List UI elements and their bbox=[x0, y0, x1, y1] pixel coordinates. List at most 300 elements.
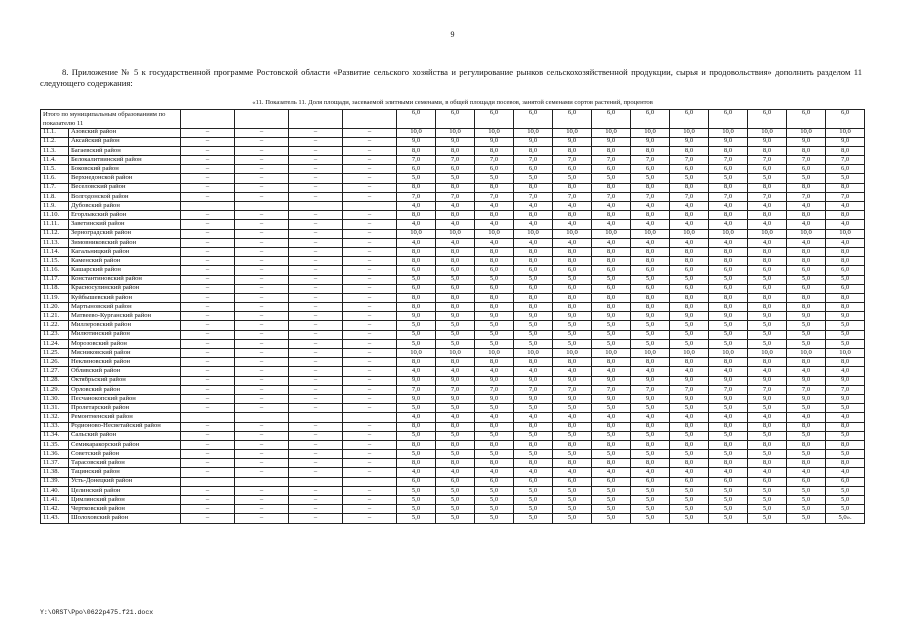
value-cell: 10,0 bbox=[631, 229, 670, 238]
value-cell: 6,0 bbox=[670, 284, 709, 293]
value-cell: 4,0 bbox=[826, 468, 865, 477]
region-name: Песчанокопский район bbox=[69, 394, 181, 403]
table-row bbox=[41, 486, 865, 495]
value-cell: 8,0 bbox=[826, 293, 865, 302]
value-cell: 5,0 bbox=[553, 486, 592, 495]
dash-cell: – bbox=[181, 404, 235, 413]
value-cell: 8,0 bbox=[592, 183, 631, 192]
dash-cell: – bbox=[289, 459, 343, 468]
value-cell: 10,0 bbox=[514, 128, 553, 137]
table-row bbox=[41, 293, 865, 302]
value-cell: 8,0 bbox=[787, 303, 826, 312]
value-cell: 4,0 bbox=[709, 220, 748, 229]
value-cell: 6,0 bbox=[475, 477, 514, 486]
dash-cell: – bbox=[181, 431, 235, 440]
dash-cell: – bbox=[181, 312, 235, 321]
dash-cell: – bbox=[181, 468, 235, 477]
table-row bbox=[41, 321, 865, 330]
value-cell: 4,0 bbox=[553, 367, 592, 376]
value-cell: 8,0 bbox=[592, 440, 631, 449]
value-cell: 8,0 bbox=[514, 440, 553, 449]
value-cell: 8,0 bbox=[826, 459, 865, 468]
value-cell: 8,0 bbox=[748, 303, 787, 312]
value-cell: 5,0 bbox=[670, 496, 709, 505]
value-cell: 5,0 bbox=[475, 275, 514, 284]
value-cell: 4,0 bbox=[748, 367, 787, 376]
value-cell: 9,0 bbox=[475, 394, 514, 403]
dash-cell: – bbox=[235, 229, 289, 238]
dash-cell: – bbox=[235, 312, 289, 321]
dash-cell: – bbox=[181, 505, 235, 514]
value-cell: 8,0 bbox=[670, 211, 709, 220]
value-cell: 5,0 bbox=[436, 505, 475, 514]
value-cell: 5,0 bbox=[787, 514, 826, 523]
value-cell: 10,0 bbox=[787, 128, 826, 137]
value-cell: 4,0 bbox=[397, 367, 436, 376]
value-cell: 8,0 bbox=[592, 247, 631, 256]
table-row bbox=[41, 385, 865, 394]
value-cell: 4,0 bbox=[787, 413, 826, 422]
value-cell: 10,0 bbox=[436, 128, 475, 137]
dash-cell: – bbox=[235, 266, 289, 275]
value-cell: 9,0 bbox=[709, 312, 748, 321]
value-cell: 8,0 bbox=[592, 146, 631, 155]
dash-cell: – bbox=[343, 376, 397, 385]
region-name: Семикаракорский район bbox=[69, 440, 181, 449]
value-cell: 5,0 bbox=[787, 404, 826, 413]
table-row bbox=[41, 312, 865, 321]
region-name: Советский район bbox=[69, 450, 181, 459]
dash-cell: – bbox=[181, 211, 235, 220]
value-cell: 4,0 bbox=[475, 468, 514, 477]
value-cell: 5,0 bbox=[397, 321, 436, 330]
dash-cell: – bbox=[289, 514, 343, 523]
value-cell: 9,0 bbox=[514, 394, 553, 403]
row-number: 11.8. bbox=[41, 192, 69, 201]
value-cell: 8,0 bbox=[709, 358, 748, 367]
value-cell: 5,0 bbox=[475, 321, 514, 330]
value-cell: 8,0 bbox=[436, 358, 475, 367]
value-cell: 10,0 bbox=[631, 128, 670, 137]
row-number: 11.17. bbox=[41, 275, 69, 284]
value-cell: 4,0 bbox=[592, 413, 631, 422]
dash-cell: – bbox=[181, 422, 235, 431]
dash-cell: – bbox=[235, 486, 289, 495]
value-cell: 9,0 bbox=[475, 137, 514, 146]
total-empty-cell bbox=[181, 109, 235, 128]
table-row bbox=[41, 128, 865, 137]
value-cell: 8,0 bbox=[631, 146, 670, 155]
value-cell: 4,0 bbox=[709, 202, 748, 211]
value-cell: 9,0 bbox=[397, 312, 436, 321]
dash-cell: – bbox=[181, 339, 235, 348]
value-cell: 8,0 bbox=[748, 358, 787, 367]
value-cell: 6,0 bbox=[514, 266, 553, 275]
value-cell: 8,0 bbox=[514, 211, 553, 220]
value-cell: 7,0 bbox=[475, 385, 514, 394]
value-cell: 6,0 bbox=[631, 284, 670, 293]
value-cell: 5,0 bbox=[787, 496, 826, 505]
dash-cell: – bbox=[289, 174, 343, 183]
row-number: 11.38. bbox=[41, 468, 69, 477]
row-number: 11.18. bbox=[41, 284, 69, 293]
value-cell: 5,0 bbox=[631, 404, 670, 413]
value-cell: 4,0 bbox=[436, 468, 475, 477]
row-number: 11.10. bbox=[41, 211, 69, 220]
value-cell: 8,0 bbox=[475, 293, 514, 302]
value-cell: 5,0». bbox=[826, 514, 865, 523]
value-cell: 5,0 bbox=[787, 505, 826, 514]
dash-cell: – bbox=[289, 440, 343, 449]
row-number: 11.40. bbox=[41, 486, 69, 495]
dash-cell: – bbox=[343, 404, 397, 413]
value-cell: 8,0 bbox=[787, 146, 826, 155]
value-cell: 4,0 bbox=[475, 367, 514, 376]
dash-cell: – bbox=[235, 165, 289, 174]
value-cell: 5,0 bbox=[553, 505, 592, 514]
value-cell: 8,0 bbox=[475, 358, 514, 367]
value-cell: 8,0 bbox=[436, 440, 475, 449]
table-caption: «11. Показатель 11. Доля площади, засеваемой элитными семенами, в общей площади посевов, занятой семенами сортов растений, процентов bbox=[41, 99, 865, 109]
table-row bbox=[41, 496, 865, 505]
value-cell: 10,0 bbox=[787, 349, 826, 358]
value-cell: 7,0 bbox=[787, 385, 826, 394]
value-cell: 8,0 bbox=[670, 459, 709, 468]
value-cell: 8,0 bbox=[826, 303, 865, 312]
value-cell: 4,0 bbox=[670, 367, 709, 376]
value-cell: 6,0 bbox=[592, 477, 631, 486]
dash-cell: – bbox=[289, 257, 343, 266]
value-cell: 5,0 bbox=[592, 339, 631, 348]
region-name: Зерноградский район bbox=[69, 229, 181, 238]
value-cell: 4,0 bbox=[553, 220, 592, 229]
value-cell: 6,0 bbox=[514, 165, 553, 174]
value-cell: 5,0 bbox=[826, 450, 865, 459]
total-value-cell: 6,0 bbox=[826, 109, 865, 128]
value-cell: 5,0 bbox=[709, 514, 748, 523]
value-cell: 9,0 bbox=[826, 137, 865, 146]
value-cell: 8,0 bbox=[787, 293, 826, 302]
value-cell: 4,0 bbox=[553, 202, 592, 211]
value-cell: 9,0 bbox=[436, 137, 475, 146]
value-cell: 9,0 bbox=[553, 376, 592, 385]
value-cell: 5,0 bbox=[670, 450, 709, 459]
row-number: 11.33. bbox=[41, 422, 69, 431]
value-cell: 5,0 bbox=[709, 450, 748, 459]
dash-cell: – bbox=[343, 339, 397, 348]
value-cell: 4,0 bbox=[514, 202, 553, 211]
value-cell: 5,0 bbox=[436, 275, 475, 284]
dash-cell: – bbox=[343, 128, 397, 137]
value-cell: 9,0 bbox=[592, 312, 631, 321]
value-cell: 4,0 bbox=[436, 202, 475, 211]
table-row bbox=[41, 459, 865, 468]
value-cell: 5,0 bbox=[709, 330, 748, 339]
value-cell: 5,0 bbox=[670, 321, 709, 330]
row-number: 11.5. bbox=[41, 165, 69, 174]
value-cell: 5,0 bbox=[514, 450, 553, 459]
dash-cell: – bbox=[181, 349, 235, 358]
dash-cell: – bbox=[181, 330, 235, 339]
value-cell: 8,0 bbox=[631, 440, 670, 449]
value-cell: 4,0 bbox=[592, 238, 631, 247]
region-name: Дубовский район bbox=[69, 202, 181, 211]
value-cell: 8,0 bbox=[631, 303, 670, 312]
value-cell: 8,0 bbox=[631, 183, 670, 192]
dash-cell bbox=[289, 477, 343, 486]
value-cell: 5,0 bbox=[631, 514, 670, 523]
value-cell: 5,0 bbox=[709, 505, 748, 514]
value-cell: 8,0 bbox=[787, 247, 826, 256]
value-cell: 7,0 bbox=[514, 385, 553, 394]
value-cell: 4,0 bbox=[709, 413, 748, 422]
value-cell: 10,0 bbox=[475, 128, 514, 137]
value-cell: 5,0 bbox=[787, 174, 826, 183]
dash-cell: – bbox=[289, 238, 343, 247]
value-cell: 8,0 bbox=[592, 303, 631, 312]
value-cell: 9,0 bbox=[631, 376, 670, 385]
value-cell: 8,0 bbox=[631, 293, 670, 302]
value-cell: 5,0 bbox=[787, 339, 826, 348]
region-name: Кашарский район bbox=[69, 266, 181, 275]
value-cell: 4,0 bbox=[709, 367, 748, 376]
dash-cell: – bbox=[181, 303, 235, 312]
value-cell: 5,0 bbox=[514, 496, 553, 505]
value-cell: 10,0 bbox=[709, 128, 748, 137]
value-cell: 8,0 bbox=[826, 247, 865, 256]
row-number: 11.2. bbox=[41, 137, 69, 146]
value-cell: 7,0 bbox=[436, 385, 475, 394]
value-cell: 4,0 bbox=[514, 367, 553, 376]
value-cell: 8,0 bbox=[787, 422, 826, 431]
value-cell: 5,0 bbox=[709, 321, 748, 330]
dash-cell: – bbox=[289, 312, 343, 321]
value-cell: 6,0 bbox=[670, 477, 709, 486]
dash-cell: – bbox=[235, 404, 289, 413]
value-cell: 10,0 bbox=[787, 229, 826, 238]
value-cell: 8,0 bbox=[475, 459, 514, 468]
value-cell: 8,0 bbox=[709, 146, 748, 155]
table-row bbox=[41, 211, 865, 220]
value-cell: 6,0 bbox=[709, 477, 748, 486]
value-cell: 9,0 bbox=[787, 137, 826, 146]
dash-cell: – bbox=[289, 505, 343, 514]
region-name: Константиновский район bbox=[69, 275, 181, 284]
dash-cell: – bbox=[289, 422, 343, 431]
total-value-cell: 6,0 bbox=[553, 109, 592, 128]
total-value-cell: 6,0 bbox=[475, 109, 514, 128]
value-cell: 10,0 bbox=[436, 229, 475, 238]
value-cell: 8,0 bbox=[631, 257, 670, 266]
value-cell: 8,0 bbox=[826, 440, 865, 449]
value-cell: 4,0 bbox=[748, 202, 787, 211]
value-cell: 9,0 bbox=[631, 137, 670, 146]
dash-cell: – bbox=[235, 257, 289, 266]
value-cell: 5,0 bbox=[553, 275, 592, 284]
value-cell: 5,0 bbox=[631, 330, 670, 339]
value-cell: 8,0 bbox=[670, 257, 709, 266]
row-number: 11.20. bbox=[41, 303, 69, 312]
value-cell: 5,0 bbox=[826, 339, 865, 348]
value-cell: 5,0 bbox=[436, 339, 475, 348]
value-cell: 9,0 bbox=[709, 376, 748, 385]
value-cell: 4,0 bbox=[436, 220, 475, 229]
value-cell: 5,0 bbox=[670, 339, 709, 348]
value-cell: 10,0 bbox=[514, 349, 553, 358]
value-cell: 5,0 bbox=[670, 330, 709, 339]
total-row bbox=[41, 109, 865, 128]
value-cell: 7,0 bbox=[748, 385, 787, 394]
dash-cell: – bbox=[343, 367, 397, 376]
value-cell: 4,0 bbox=[670, 413, 709, 422]
value-cell: 5,0 bbox=[397, 450, 436, 459]
value-cell: 5,0 bbox=[709, 496, 748, 505]
row-number: 11.35. bbox=[41, 440, 69, 449]
value-cell: 8,0 bbox=[631, 422, 670, 431]
value-cell: 4,0 bbox=[553, 413, 592, 422]
value-cell: 5,0 bbox=[553, 431, 592, 440]
table-row bbox=[41, 284, 865, 293]
value-cell: 5,0 bbox=[826, 486, 865, 495]
value-cell: 8,0 bbox=[592, 459, 631, 468]
value-cell: 8,0 bbox=[553, 440, 592, 449]
dash-cell: – bbox=[343, 468, 397, 477]
dash-cell: – bbox=[343, 330, 397, 339]
dash-cell: – bbox=[235, 183, 289, 192]
dash-cell: – bbox=[289, 349, 343, 358]
value-cell: 10,0 bbox=[748, 349, 787, 358]
region-name: Тацинский район bbox=[69, 468, 181, 477]
region-name: Неклиновский район bbox=[69, 358, 181, 367]
row-number: 11.13. bbox=[41, 238, 69, 247]
value-cell: 4,0 bbox=[748, 220, 787, 229]
value-cell: 5,0 bbox=[592, 514, 631, 523]
value-cell: 4,0 bbox=[709, 468, 748, 477]
value-cell: 5,0 bbox=[631, 321, 670, 330]
value-cell: 7,0 bbox=[709, 156, 748, 165]
value-cell: 4,0 bbox=[514, 413, 553, 422]
value-cell: 5,0 bbox=[553, 514, 592, 523]
total-value-cell: 6,0 bbox=[631, 109, 670, 128]
value-cell: 4,0 bbox=[748, 413, 787, 422]
dash-cell: – bbox=[289, 137, 343, 146]
dash-cell: – bbox=[343, 192, 397, 201]
value-cell: 5,0 bbox=[787, 330, 826, 339]
value-cell: 8,0 bbox=[475, 422, 514, 431]
value-cell: 7,0 bbox=[631, 385, 670, 394]
value-cell: 4,0 bbox=[826, 202, 865, 211]
value-cell: 8,0 bbox=[475, 440, 514, 449]
value-cell: 8,0 bbox=[670, 293, 709, 302]
value-cell: 9,0 bbox=[670, 312, 709, 321]
value-cell: 5,0 bbox=[553, 174, 592, 183]
value-cell: 8,0 bbox=[709, 422, 748, 431]
value-cell: 6,0 bbox=[826, 266, 865, 275]
value-cell: 8,0 bbox=[592, 358, 631, 367]
dash-cell: – bbox=[343, 220, 397, 229]
value-cell: 4,0 bbox=[592, 202, 631, 211]
dash-cell: – bbox=[289, 211, 343, 220]
value-cell: 6,0 bbox=[826, 165, 865, 174]
dash-cell bbox=[181, 413, 235, 422]
value-cell: 5,0 bbox=[436, 330, 475, 339]
value-cell: 10,0 bbox=[514, 229, 553, 238]
value-cell: 6,0 bbox=[709, 266, 748, 275]
dash-cell: – bbox=[181, 266, 235, 275]
dash-cell: – bbox=[289, 284, 343, 293]
row-number: 11.15. bbox=[41, 257, 69, 266]
dash-cell: – bbox=[235, 450, 289, 459]
value-cell: 7,0 bbox=[397, 385, 436, 394]
region-name: Усть-Донецкий район bbox=[69, 477, 181, 486]
value-cell: 8,0 bbox=[787, 257, 826, 266]
dash-cell: – bbox=[181, 229, 235, 238]
dash-cell: – bbox=[289, 247, 343, 256]
value-cell: 9,0 bbox=[592, 137, 631, 146]
dash-cell: – bbox=[289, 192, 343, 201]
value-cell: 4,0 bbox=[397, 202, 436, 211]
table-row bbox=[41, 183, 865, 192]
dash-cell: – bbox=[235, 303, 289, 312]
row-number: 11.1. bbox=[41, 128, 69, 137]
value-cell: 5,0 bbox=[787, 450, 826, 459]
table-row bbox=[41, 367, 865, 376]
dash-cell: – bbox=[289, 183, 343, 192]
value-cell: 5,0 bbox=[748, 514, 787, 523]
value-cell: 5,0 bbox=[436, 514, 475, 523]
total-empty-cell bbox=[343, 109, 397, 128]
dash-cell: – bbox=[235, 137, 289, 146]
region-name: Целинский район bbox=[69, 486, 181, 495]
table-row bbox=[41, 266, 865, 275]
dash-cell: – bbox=[235, 431, 289, 440]
value-cell: 8,0 bbox=[670, 303, 709, 312]
value-cell: 5,0 bbox=[397, 339, 436, 348]
value-cell: 8,0 bbox=[748, 422, 787, 431]
dash-cell: – bbox=[289, 293, 343, 302]
dash-cell: – bbox=[289, 394, 343, 403]
row-number: 11.16. bbox=[41, 266, 69, 275]
value-cell: 5,0 bbox=[436, 321, 475, 330]
table-body bbox=[41, 99, 865, 523]
value-cell: 6,0 bbox=[397, 477, 436, 486]
value-cell: 8,0 bbox=[631, 358, 670, 367]
value-cell: 5,0 bbox=[592, 431, 631, 440]
value-cell: 7,0 bbox=[553, 385, 592, 394]
dash-cell: – bbox=[181, 284, 235, 293]
dash-cell: – bbox=[289, 367, 343, 376]
value-cell: 8,0 bbox=[436, 422, 475, 431]
value-cell: 5,0 bbox=[592, 505, 631, 514]
value-cell: 8,0 bbox=[592, 293, 631, 302]
region-name: Егорлыкский район bbox=[69, 211, 181, 220]
value-cell: 5,0 bbox=[553, 450, 592, 459]
dash-cell: – bbox=[343, 156, 397, 165]
value-cell: 5,0 bbox=[553, 330, 592, 339]
value-cell: 4,0 bbox=[631, 220, 670, 229]
value-cell: 5,0 bbox=[397, 330, 436, 339]
total-value-cell: 6,0 bbox=[787, 109, 826, 128]
table-row bbox=[41, 477, 865, 486]
value-cell: 8,0 bbox=[514, 358, 553, 367]
dash-cell: – bbox=[235, 192, 289, 201]
table-caption-row bbox=[41, 99, 865, 109]
value-cell: 10,0 bbox=[592, 349, 631, 358]
value-cell: 8,0 bbox=[670, 247, 709, 256]
region-name: Верхнедонской район bbox=[69, 174, 181, 183]
value-cell: 8,0 bbox=[709, 183, 748, 192]
table-row bbox=[41, 431, 865, 440]
